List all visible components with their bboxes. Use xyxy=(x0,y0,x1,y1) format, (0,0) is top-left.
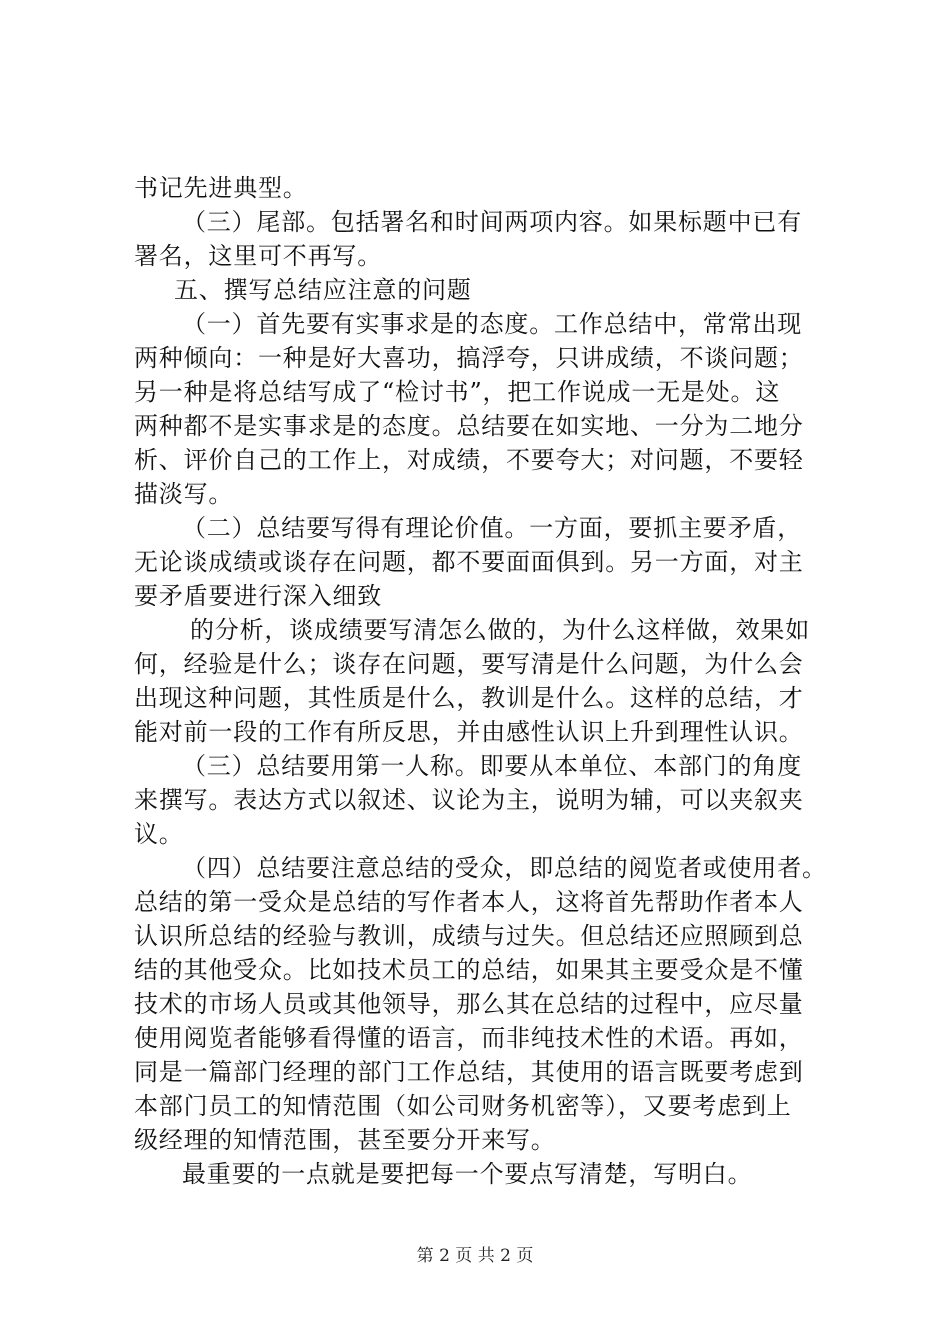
paragraph-line: 析、评价自己的工作上，对成绩，不要夸大；对问题，不要轻 xyxy=(134,446,804,474)
paragraph-line: 无论谈成绩或谈存在问题，都不要面面俱到。另一方面，对主 xyxy=(134,548,804,576)
paragraph-line: 认识所总结的经验与教训，成绩与过失。但总结还应照顾到总 xyxy=(134,922,804,950)
paragraph-line: 总结的第一受众是总结的写作者本人，这将首先帮助作者本人 xyxy=(134,888,804,916)
paragraph-line: 的分析，谈成绩要写清怎么做的，为什么这样做，效果如 xyxy=(190,616,810,644)
paragraph-line: 出现这种问题，其性质是什么，教训是什么。这样的总结，才 xyxy=(134,684,804,712)
paragraph-line: 署名，这里可不再写。 xyxy=(134,242,382,270)
paragraph-line: （三）尾部。包括署名和时间两项内容。如果标题中已有 xyxy=(182,208,802,236)
paragraph-line: （四）总结要注意总结的受众，即总结的阅览者或使用者。 xyxy=(182,854,827,882)
document-body xyxy=(134,171,834,1191)
paragraph-line: 使用阅览者能够看得懂的语言，而非纯技术性的术语。再如， xyxy=(134,1024,804,1052)
paragraph-line: 级经理的知情范围，甚至要分开来写。 xyxy=(134,1126,556,1154)
section-heading: 五、撰写总结应注意的问题 xyxy=(174,276,472,304)
paragraph-line: 书记先进典型。 xyxy=(134,174,308,202)
paragraph-line: 结的其他受众。比如技术员工的总结，如果其主要受众是不懂 xyxy=(134,956,804,984)
paragraph-line: 本部门员工的知情范围（如公司财务机密等），又要考虑到上 xyxy=(134,1092,792,1120)
paragraph-line: （三）总结要用第一人称。即要从本单位、本部门的角度 xyxy=(182,752,802,780)
paragraph-line: 最重要的一点就是要把每一个要点写清楚，写明白。 xyxy=(182,1160,753,1188)
paragraph-line: （一）首先要有实事求是的态度。工作总结中，常常出现 xyxy=(182,310,802,338)
paragraph-line: 能对前一段的工作有所反思，并由感性认识上升到理性认识。 xyxy=(134,718,804,746)
paragraph-line: 描淡写。 xyxy=(134,480,234,508)
page-footer: 第 2 页 共 2 页 xyxy=(416,1246,534,1266)
paragraph-line: （二）总结要写得有理论价值。一方面，要抓主要矛盾， xyxy=(182,514,802,542)
paragraph-line: 两种都不是实事求是的态度。总结要在如实地、一分为二地分 xyxy=(134,412,804,440)
paragraph-line: 同是一篇部门经理的部门工作总结，其使用的语言既要考虑到 xyxy=(134,1058,804,1086)
paragraph-line: 议。 xyxy=(134,820,184,848)
paragraph-line: 两种倾向：一种是好大喜功，搞浮夸，只讲成绩，不谈问题； xyxy=(134,344,804,372)
paragraph-line: 何，经验是什么；谈存在问题，要写清是什么问题，为什么会 xyxy=(134,650,804,678)
paragraph-line: 另一种是将总结写成了“检讨书”，把工作说成一无是处。这 xyxy=(134,378,781,406)
paragraph-line: 来撰写。表达方式以叙述、议论为主，说明为辅，可以夹叙夹 xyxy=(134,786,804,814)
paragraph-line: 要矛盾要进行深入细致 xyxy=(134,582,382,610)
paragraph-line: 技术的市场人员或其他领导，那么其在总结的过程中，应尽量 xyxy=(134,990,804,1018)
